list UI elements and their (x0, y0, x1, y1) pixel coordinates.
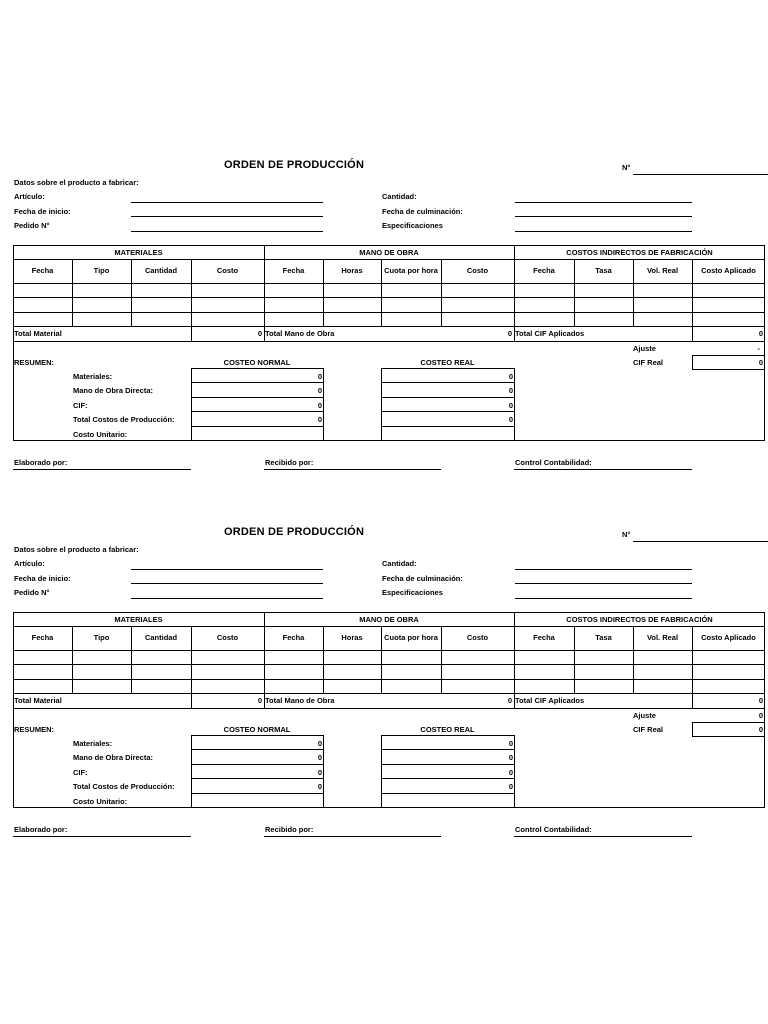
resumen-real-value: 0 (508, 386, 513, 395)
pedido-field[interactable] (131, 231, 323, 232)
total-cif-label: Total CIF Aplicados (515, 329, 585, 338)
articulo-label: Artículo: (14, 192, 45, 201)
cantidad-label: Cantidad: (382, 192, 417, 201)
resumen-normal-value: 0 (317, 372, 322, 381)
col-cif-tasa: Tasa (595, 266, 612, 275)
cif-header: COSTOS INDIRECTOS DE FABRICACIÓN (566, 615, 713, 624)
pedido-label: Pedido N° (14, 221, 50, 230)
cantidad-label: Cantidad: (382, 559, 417, 568)
ajuste-label: Ajuste (633, 711, 656, 720)
col-mat-tipo: Tipo (93, 633, 110, 642)
total-mo-value: 0 (507, 696, 512, 705)
form-title: ORDEN DE PRODUCCIÓN (224, 526, 365, 538)
total-mo-label: Total Mano de Obra (265, 696, 335, 705)
col-cif-fecha: Fecha (533, 266, 555, 275)
resumen-label: RESUMEN: (14, 725, 55, 734)
ajuste-label: Ajuste (633, 344, 656, 353)
especificaciones-field[interactable] (515, 598, 692, 599)
production-order-form-1 (0, 155, 768, 475)
col-cif-fecha: Fecha (533, 633, 555, 642)
resumen-normal-value: 0 (317, 768, 322, 777)
total-cif-label: Total CIF Aplicados (515, 696, 585, 705)
resumen-row-label: Mano de Obra Directa: (73, 753, 154, 762)
numero-field[interactable] (633, 174, 768, 175)
col-cif-tasa: Tasa (595, 633, 612, 642)
total-mo-value: 0 (507, 329, 512, 338)
resumen-normal-value: 0 (317, 415, 322, 424)
cif-real-label: CIF Real (633, 358, 664, 367)
elaborado-field[interactable] (13, 469, 191, 470)
costeo-normal-label: COSTEO NORMAL (223, 358, 291, 367)
fecha-culminacion-label: Fecha de culminación: (382, 574, 463, 583)
resumen-normal-value: 0 (317, 753, 322, 762)
costeo-real-label: COSTEO REAL (420, 725, 475, 734)
total-material-value: 0 (257, 696, 262, 705)
col-mo-cuota: Cuota por hora (384, 266, 438, 275)
fecha-culminacion-label: Fecha de culminación: (382, 207, 463, 216)
cif-real-value: 0 (758, 725, 763, 734)
datos-label: Datos sobre el producto a fabricar: (14, 178, 139, 187)
resumen-real-value: 0 (508, 768, 513, 777)
col-mo-horas: Horas (341, 266, 363, 275)
especificaciones-field[interactable] (515, 231, 692, 232)
fecha-inicio-label: Fecha de inicio: (14, 207, 71, 216)
especificaciones-label: Especificaciones (382, 221, 443, 230)
control-field[interactable] (514, 836, 692, 837)
numero-label: N° (622, 530, 631, 539)
col-mat-costo: Costo (216, 633, 239, 642)
resumen-real-value: 0 (508, 782, 513, 791)
form-title: ORDEN DE PRODUCCIÓN (224, 159, 365, 171)
resumen-normal-value: 0 (317, 401, 322, 410)
materiales-header: MATERIALES (114, 615, 163, 624)
ajuste-value: 0 (758, 711, 763, 720)
fecha-inicio-field[interactable] (131, 583, 323, 584)
resumen-row-label: CIF: (73, 768, 88, 777)
fecha-culminacion-field[interactable] (515, 216, 692, 217)
col-mat-fecha: Fecha (31, 633, 54, 642)
total-mo-label: Total Mano de Obra (265, 329, 335, 338)
mano-obra-header: MANO DE OBRA (359, 248, 419, 257)
production-order-form-2 (0, 522, 768, 842)
resumen-row-label: CIF: (73, 401, 88, 410)
resumen-real-value: 0 (508, 372, 513, 381)
materiales-header: MATERIALES (114, 248, 163, 257)
recibido-field[interactable] (264, 469, 441, 470)
mano-obra-header: MANO DE OBRA (359, 615, 419, 624)
total-material-label: Total Material (14, 329, 62, 338)
fecha-culminacion-field[interactable] (515, 583, 692, 584)
numero-label: N° (622, 163, 631, 172)
col-mat-cantidad: Cantidad (144, 266, 178, 275)
col-mat-costo: Costo (216, 266, 239, 275)
cantidad-field[interactable] (515, 569, 692, 570)
costeo-real-label: COSTEO REAL (420, 358, 475, 367)
resumen-label: RESUMEN: (14, 358, 55, 367)
col-mo-costo: Costo (466, 633, 489, 642)
resumen-row-label: Total Costos de Producción: (73, 782, 175, 791)
control-field[interactable] (514, 469, 692, 470)
elaborado-label: Elaborado por: (14, 458, 68, 467)
resumen-real-value: 0 (508, 739, 513, 748)
col-mo-cuota: Cuota por hora (384, 633, 438, 642)
resumen-row-label: Costo Unitario: (73, 797, 128, 806)
total-cif-value: 0 (758, 696, 763, 705)
col-mat-fecha: Fecha (31, 266, 54, 275)
cantidad-field[interactable] (515, 202, 692, 203)
resumen-normal-value: 0 (317, 782, 322, 791)
cif-header: COSTOS INDIRECTOS DE FABRICACIÓN (566, 248, 713, 257)
control-label: Control Contabilidad: (515, 825, 592, 834)
col-mo-fecha: Fecha (282, 266, 305, 275)
total-material-label: Total Material (14, 696, 62, 705)
col-cif-vol-real: Vol. Real (646, 633, 679, 642)
control-label: Control Contabilidad: (515, 458, 592, 467)
elaborado-label: Elaborado por: (14, 825, 68, 834)
resumen-row-label: Total Costos de Producción: (73, 415, 175, 424)
recibido-label: Recibido por: (265, 825, 314, 834)
resumen-real-value: 0 (508, 753, 513, 762)
col-mo-fecha: Fecha (282, 633, 305, 642)
cif-real-label: CIF Real (633, 725, 664, 734)
numero-field[interactable] (633, 541, 768, 542)
recibido-field[interactable] (264, 836, 441, 837)
col-cif-costo-aplicado: Costo Aplicado (701, 633, 756, 642)
costeo-normal-label: COSTEO NORMAL (223, 725, 291, 734)
articulo-field[interactable] (131, 202, 323, 203)
ajuste-value: - (757, 344, 760, 353)
articulo-label: Artículo: (14, 559, 45, 568)
resumen-row-label: Materiales: (73, 372, 113, 381)
fecha-inicio-field[interactable] (131, 216, 323, 217)
articulo-field[interactable] (131, 569, 323, 570)
resumen-row-label: Mano de Obra Directa: (73, 386, 154, 395)
resumen-normal-value: 0 (317, 739, 322, 748)
resumen-real-value: 0 (508, 415, 513, 424)
col-mo-horas: Horas (341, 633, 363, 642)
col-cif-costo-aplicado: Costo Aplicado (701, 266, 756, 275)
recibido-label: Recibido por: (265, 458, 314, 467)
col-cif-vol-real: Vol. Real (646, 266, 679, 275)
pedido-label: Pedido N° (14, 588, 50, 597)
resumen-real-value: 0 (508, 401, 513, 410)
elaborado-field[interactable] (13, 836, 191, 837)
pedido-field[interactable] (131, 598, 323, 599)
especificaciones-label: Especificaciones (382, 588, 443, 597)
fecha-inicio-label: Fecha de inicio: (14, 574, 71, 583)
datos-label: Datos sobre el producto a fabricar: (14, 545, 139, 554)
resumen-normal-value: 0 (317, 386, 322, 395)
resumen-row-label: Costo Unitario: (73, 430, 128, 439)
total-cif-value: 0 (758, 329, 763, 338)
total-material-value: 0 (257, 329, 262, 338)
col-mat-tipo: Tipo (93, 266, 110, 275)
cif-real-value: 0 (758, 358, 763, 367)
col-mat-cantidad: Cantidad (144, 633, 178, 642)
col-mo-costo: Costo (466, 266, 489, 275)
resumen-row-label: Materiales: (73, 739, 113, 748)
